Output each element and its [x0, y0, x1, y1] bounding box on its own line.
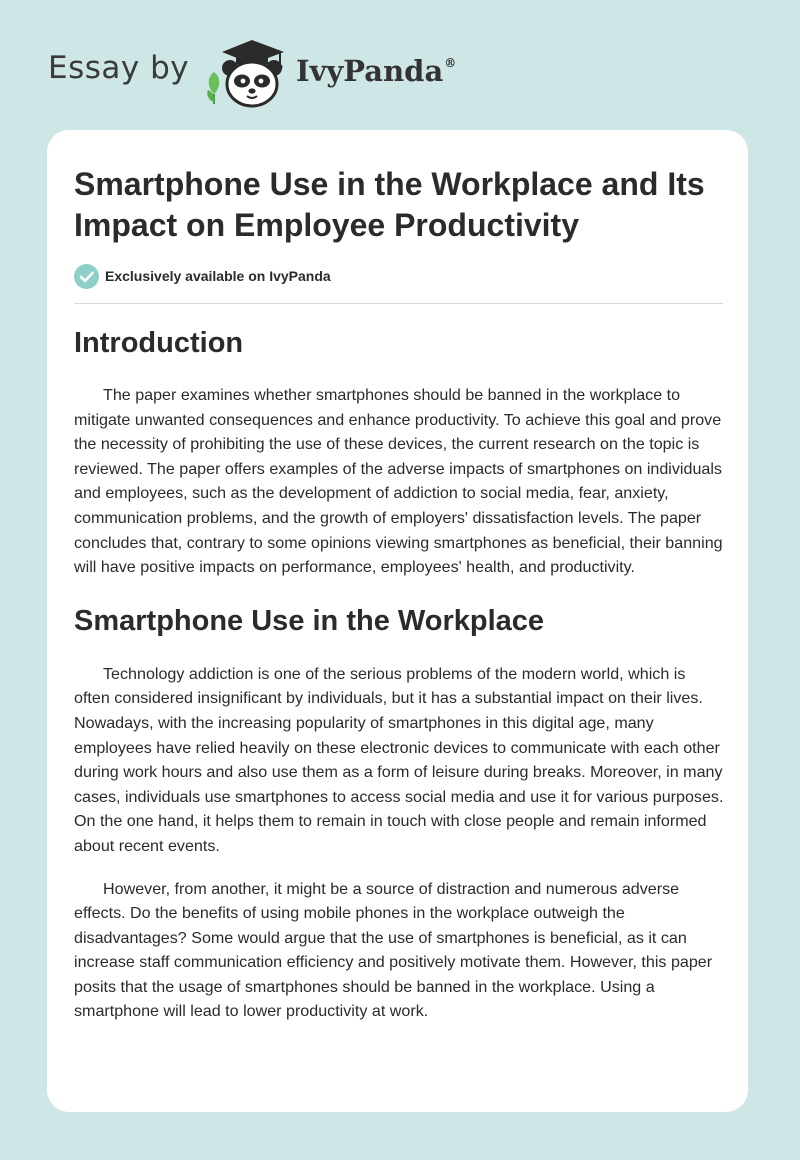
article-body [74, 326, 724, 1024]
leaf-icon [207, 72, 219, 104]
essay-by-label: Essay by [48, 50, 190, 86]
brand-name[interactable]: IvyPanda® [296, 54, 457, 88]
exclusive-badge-label: Exclusively available on IvyPanda [105, 268, 331, 284]
section-heading-introduction: Introduction [74, 327, 244, 359]
divider [74, 303, 723, 304]
paragraph: Technology addiction is one of the serious problems of the modern world, which is often considered insignificant by individuals, but it has a substantial impact on their lives. Nowadays, with the increasing popularity of smartphones in this digital age, many employees have relied heavily on these electronic devices to communicate with each other during work hours and also use them as a form of leisure during breaks. Moreover, in many cases, individuals use smartphones to access social media and use it for various purposes. On the one hand, it helps them to remain in touch with close people and remain informed about recent events. [74, 664, 724, 855]
page-title: Smartphone Use in the Workplace and Its Impact on Employee Productivity [74, 166, 705, 243]
check-badge-icon [74, 264, 99, 289]
article-card [47, 130, 748, 1112]
panda-graduation-logo-icon[interactable] [200, 34, 294, 110]
site-header [0, 0, 800, 130]
paragraph: The paper examines whether smartphones should be banned in the workplace to mitigate unwanted consequences and enhance productivity. To achieve this goal and prove the necessity of prohibiting the use of these devices, the current research on the topic is reviewed. The paper offers examples of the adverse impacts of smartphones on individuals and employees, such as the development of addiction to social media, fear, anxiety, communication problems, and the growth of employers' dissatisfaction levels. The paper concludes that, contrary to some opinions viewing smartphones as beneficial, their banning will have positive impacts on performance, employees' health, and productivity. [74, 386, 723, 577]
paragraph: However, from another, it might be a source of distraction and numerous adverse effects. Do the benefits of using mobile phones in the workplace outweigh the disadvantages? Some would argue that the use of smartphones is beneficial, as it can increase staff communication efficiency and positively motivate them. However, this paper posits that the usage of smartphones should be banned in the workplace. Using a smartphone will lead to lower productivity at work. [74, 879, 713, 1021]
section-heading-smartphone-use: Smartphone Use in the Workplace [74, 604, 545, 637]
exclusive-badge [74, 263, 331, 289]
